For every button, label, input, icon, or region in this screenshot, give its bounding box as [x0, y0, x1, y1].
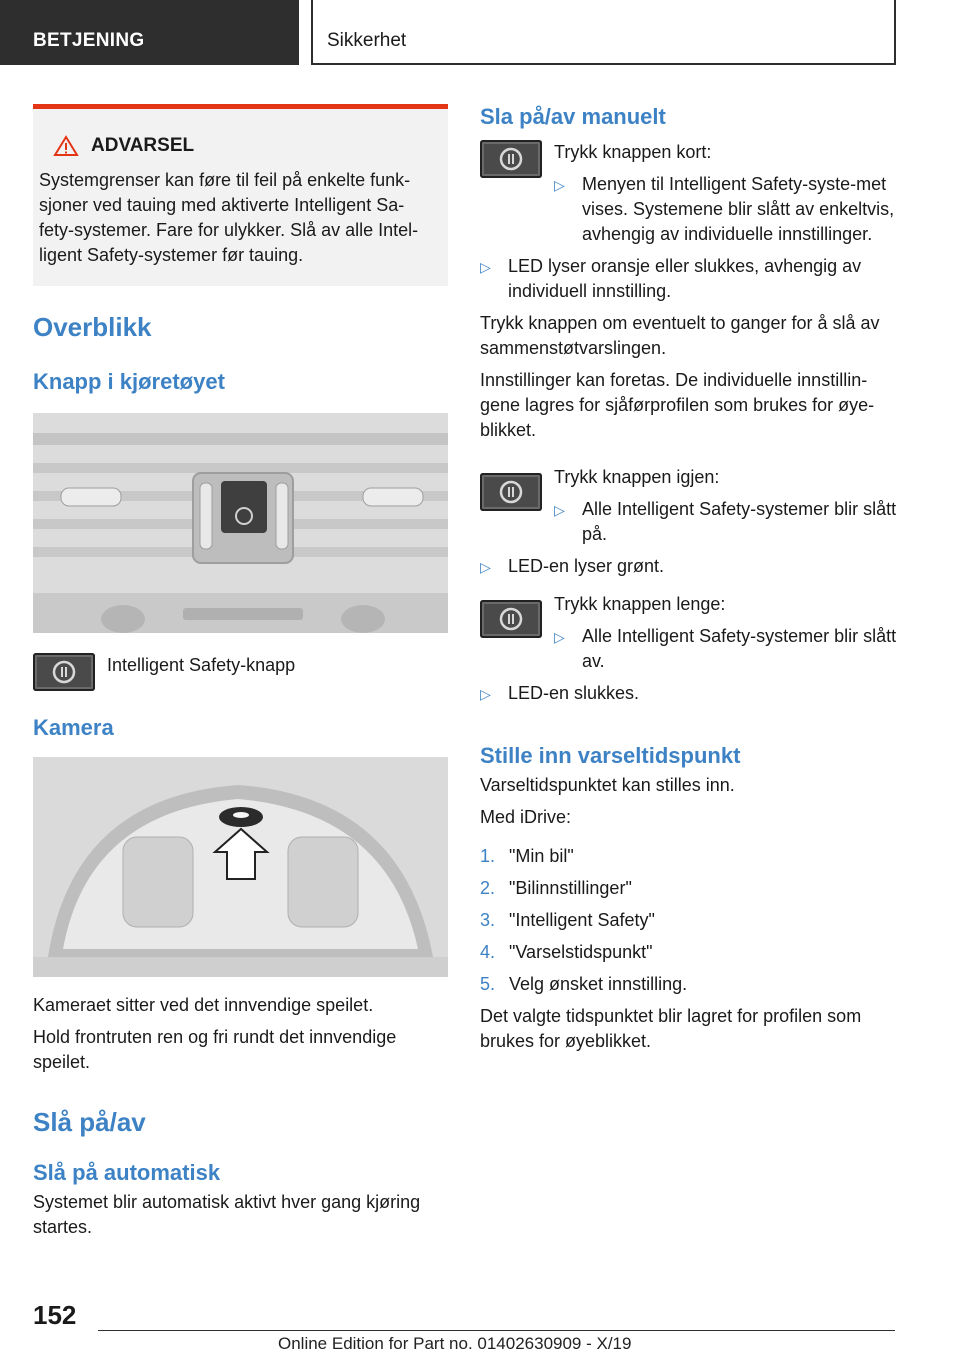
bullet-text: Menyen til Intelligent Safety-syste-met vises. Systemene blir slått av enkeltvis, avhengig av individuelle innstillinger. [582, 174, 895, 244]
edition-text: Online Edition for Part no. 01402630909 - X/19 [278, 1334, 632, 1353]
long-press-label: Trykk knappen lenge: [554, 594, 726, 614]
step-number: 4. [480, 942, 496, 962]
list-item [554, 172, 900, 247]
camera-text-1: Kameraet sitter ved det innvendige speilet. [33, 995, 374, 1015]
bullet-text: Alle Intelligent Safety-systemer blir slått på. [582, 499, 897, 544]
section-label: BETJENING [33, 30, 145, 51]
timing-heading: Stille inn varseltidspunkt [480, 743, 741, 768]
bullet-triangle-icon: ▷ [554, 177, 565, 193]
short-press-row [480, 140, 900, 247]
overview-heading: Overblikk [33, 312, 152, 342]
camera-heading: Kamera [33, 715, 114, 740]
bullet-triangle-icon: ▷ [480, 259, 491, 275]
windshield-illustration [33, 757, 448, 977]
step-number: 5. [480, 974, 496, 994]
idrive-label: Med iDrive: [480, 807, 572, 827]
warning-triangle-icon [53, 135, 79, 157]
intelligent-safety-button-icon [480, 140, 542, 178]
step-text: "Min bil" [509, 846, 574, 866]
press-again-label: Trykk knappen igjen: [554, 467, 720, 487]
windshield-photo [33, 757, 448, 977]
long-press-row [480, 592, 900, 674]
intelligent-safety-button-icon [480, 600, 542, 638]
button-heading: Knapp i kjøretøyet [33, 369, 225, 394]
bullet-triangle-icon: ▷ [480, 559, 491, 575]
button-caption-row [33, 653, 448, 691]
bullet-triangle-icon: ▷ [554, 502, 565, 518]
manual-heading: Sla på/av manuelt [480, 104, 666, 129]
section-tab [0, 0, 299, 65]
list-item [480, 554, 900, 580]
step-number: 2. [480, 878, 496, 898]
step-text: "Intelligent Safety" [509, 910, 655, 930]
press-again-row [480, 465, 900, 547]
chapter-label: Sikkerhet [327, 30, 407, 51]
list-item [480, 972, 900, 997]
warning-header [53, 133, 438, 158]
step-number: 3. [480, 910, 496, 930]
warning-title: ADVARSEL [91, 135, 195, 156]
page-number: 152 [33, 1300, 77, 1330]
step-text: Velg ønsket innstilling. [509, 974, 688, 994]
footer-divider [98, 1330, 895, 1331]
bullet-text: LED-en lyser grønt. [508, 556, 665, 576]
chapter-tab [311, 0, 896, 65]
list-item [480, 908, 900, 933]
warning-text: Systemgrenser kan føre til feil på enkelte funk-sjoner ved tauing med aktiverte Intelligent Sa-fety-systemer. Fare for ulykker. Slå av alle Intel-ligent Safety-systemer før tauing. [39, 170, 419, 265]
list-item [554, 497, 900, 547]
list-item [480, 681, 900, 707]
left-column [33, 104, 448, 1240]
bullet-text: LED lyser oransje eller slukkes, avhengig av individuell innstilling. [508, 256, 862, 301]
bullet-text: Alle Intelligent Safety-systemer blir slått av. [582, 626, 897, 671]
button-caption: Intelligent Safety-knapp [107, 655, 296, 675]
list-item [480, 876, 900, 901]
settings-text: Innstillinger kan foretas. De individuelle innstillin-gene lagres for sjåførprofilen som brukes for øye-blikket. [480, 370, 875, 440]
step-text: "Varselstidspunkt" [509, 942, 653, 962]
bullet-triangle-icon: ▷ [554, 629, 565, 645]
intelligent-safety-button-icon [480, 473, 542, 511]
intelligent-safety-button-icon [33, 653, 95, 691]
dashboard-illustration [33, 413, 448, 633]
warning-box [33, 104, 448, 286]
list-item [554, 624, 900, 674]
dashboard-photo [33, 413, 448, 633]
step-text: "Bilinnstillinger" [509, 878, 632, 898]
timing-intro: Varseltidspunktet kan stilles inn. [480, 775, 735, 795]
list-item [480, 940, 900, 965]
right-column [480, 104, 900, 1054]
bullet-text: LED-en slukkes. [508, 683, 640, 703]
auto-text: Systemet blir automatisk aktivt hver gang kjøring startes. [33, 1192, 421, 1237]
bullet-triangle-icon: ▷ [480, 686, 491, 702]
list-item [480, 254, 900, 304]
steps-list [480, 844, 900, 997]
short-press-label: Trykk knappen kort: [554, 142, 712, 162]
twice-text: Trykk knappen om eventuelt to ganger for å slå av sammenstøtvarslingen. [480, 313, 880, 358]
timing-outro: Det valgte tidspunktet blir lagret for profilen som brukes for øyeblikket. [480, 1006, 862, 1051]
step-number: 1. [480, 846, 496, 866]
auto-heading: Slå på automatisk [33, 1160, 221, 1185]
camera-text-2: Hold frontruten ren og fri rundt det innvendige speilet. [33, 1027, 397, 1072]
onoff-heading: Slå på/av [33, 1107, 146, 1137]
list-item [480, 844, 900, 869]
